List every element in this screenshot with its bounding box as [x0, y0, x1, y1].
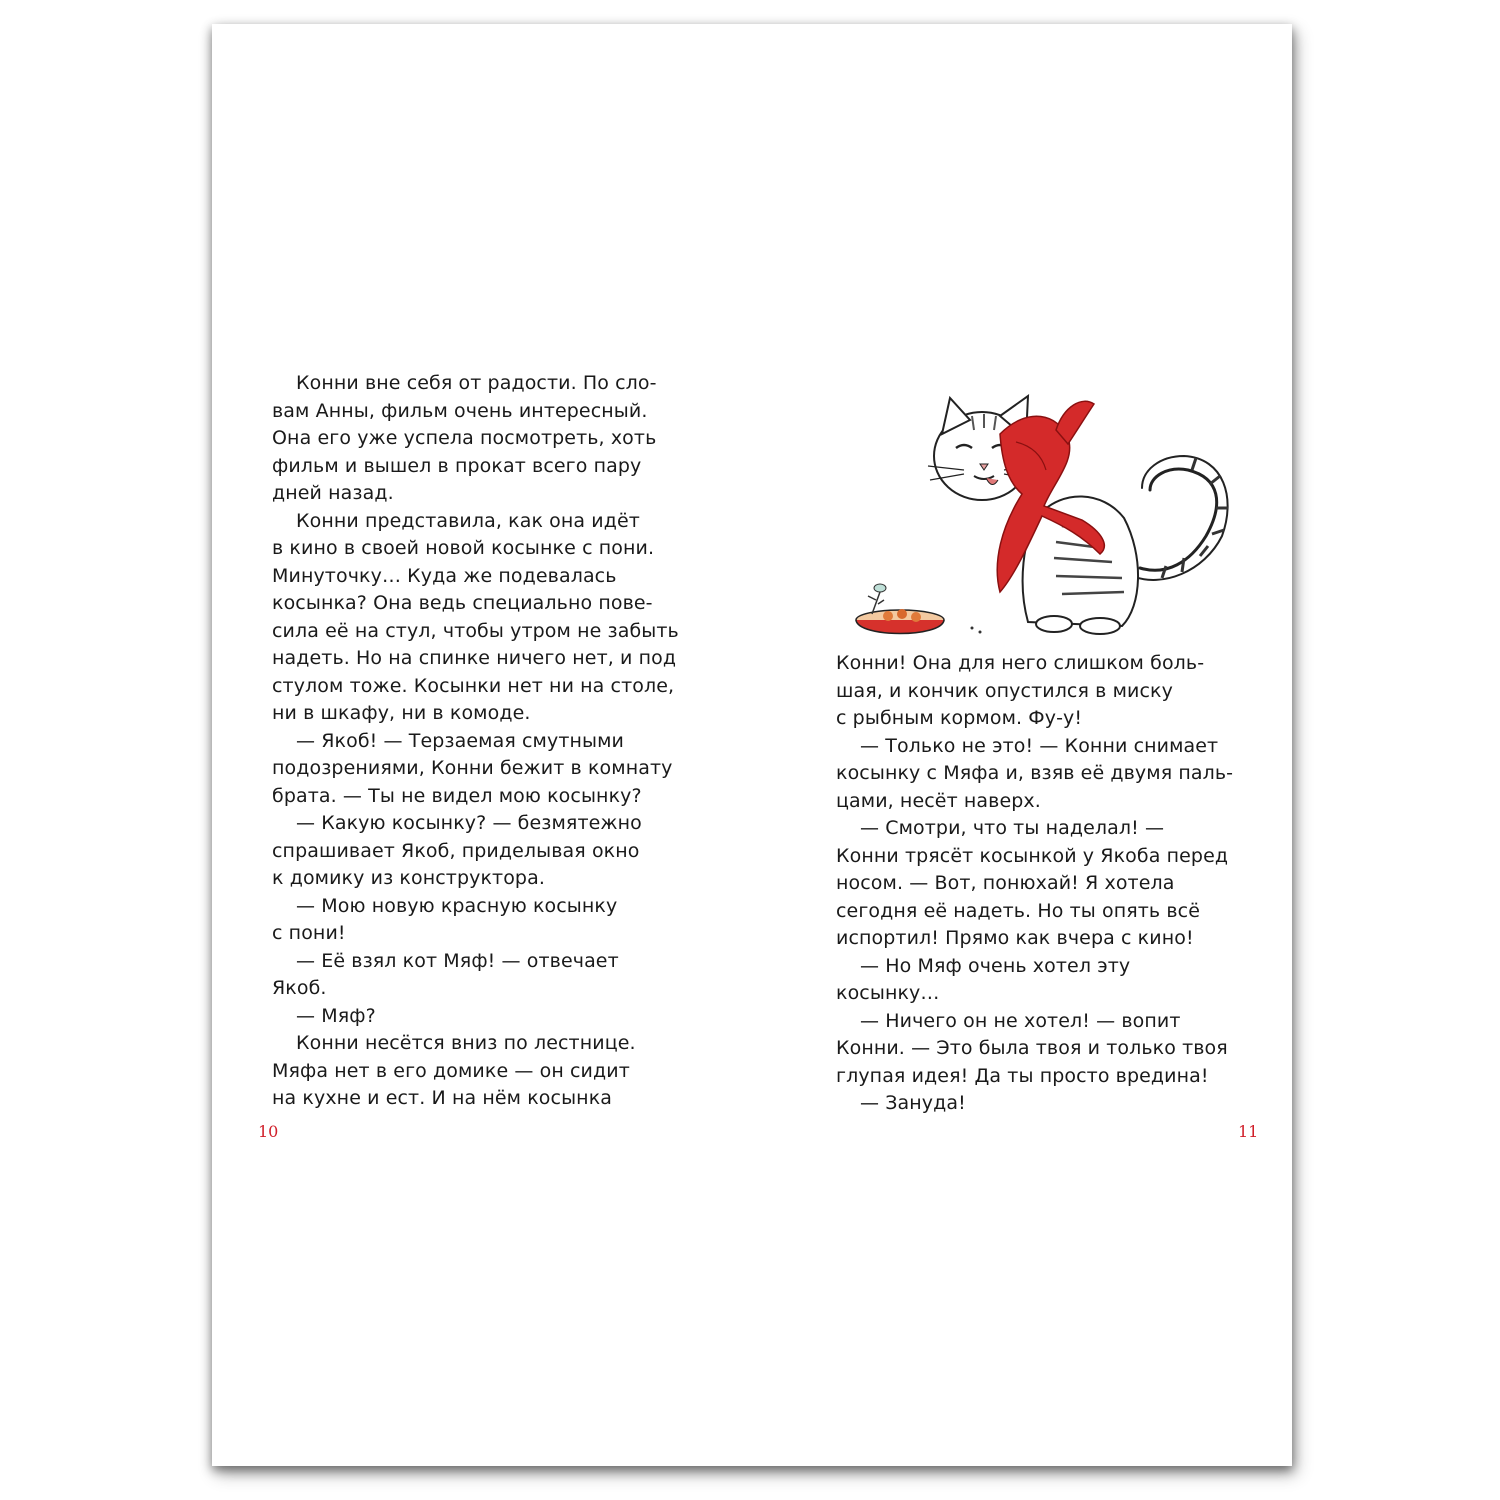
- text-line: косынка? Она ведь специально пове-: [272, 592, 653, 614]
- text-line: Конни представила, как она идёт: [296, 509, 640, 532]
- text-line: косынку…: [836, 982, 940, 1004]
- text-line: брата. — Ты не видел мою косынку?: [272, 784, 642, 807]
- right-page-text: [836, 650, 1256, 1118]
- text-line: испортил! Прямо как вчера с кино!: [836, 927, 1194, 949]
- text-line: — Мяф?: [296, 1004, 376, 1027]
- text-line: на кухне и ест. И на нём косынка: [272, 1087, 613, 1109]
- page-number-right: 11: [1238, 1122, 1259, 1141]
- text-line: глупая идея! Да ты просто вредина!: [836, 1064, 1209, 1087]
- text-line: косынку с Мяфа и, взяв её двумя паль-: [836, 762, 1234, 784]
- text-line: Конни несётся вниз по лестнице.: [296, 1032, 636, 1054]
- text-line: — Но Мяф очень хотел эту: [860, 954, 1131, 977]
- text-line: дней назад.: [272, 482, 394, 504]
- text-line: спрашивает Якоб, приделывая окно: [272, 839, 640, 862]
- text-line: Она его уже успела посмотреть, хоть: [272, 427, 657, 449]
- text-line: в кино в своей новой косынке с пони.: [272, 537, 655, 559]
- text-line: сегодня её надеть. Но ты опять всё: [836, 899, 1201, 922]
- cat-with-red-scarf-icon: [832, 386, 1232, 648]
- text-line: Конни трясёт косынкой у Якоба перед: [836, 844, 1229, 867]
- page-number-left: 10: [258, 1122, 279, 1141]
- text-line: — Смотри, что ты наделал! —: [860, 817, 1165, 839]
- text-line: ни в шкафу, ни в комоде.: [272, 702, 531, 724]
- text-line: вам Анны, фильм очень интересный.: [272, 399, 648, 422]
- text-line: с рыбным кормом. Фу-у!: [836, 707, 1083, 729]
- text-line: — Мою новую красную косынку: [296, 894, 618, 917]
- text-line: цами, несёт наверх.: [836, 789, 1041, 812]
- text-line: Якоб.: [272, 977, 327, 999]
- text-line: Конни! Она для него слишком боль-: [836, 652, 1205, 674]
- text-line: — Ничего он не хотел! — вопит: [860, 1009, 1181, 1032]
- text-line: Конни вне себя от радости. По сло-: [296, 372, 657, 394]
- text-line: — Её взял кот Мяф! — отвечает: [296, 949, 619, 972]
- text-line: Мяфа нет в его домике — он сидит: [272, 1059, 630, 1082]
- text-line: надеть. Но на спинке ничего нет, и под: [272, 647, 677, 669]
- text-line: — Только не это! — Конни снимает: [860, 734, 1219, 757]
- text-line: сила её на стул, чтобы утром не забыть: [272, 619, 679, 642]
- text-line: стулом тоже. Косынки нет ни на столе,: [272, 674, 675, 697]
- left-page-text: [272, 370, 692, 1113]
- text-line: носом. — Вот, понюхай! Я хотела: [836, 872, 1175, 894]
- text-line: Минуточку… Куда же подевалась: [272, 564, 617, 587]
- text-line: — Якоб! — Терзаемая смутными: [296, 729, 624, 752]
- text-line: подозрениями, Конни бежит в комнату: [272, 757, 673, 779]
- text-line: шая, и кончик опустился в миску: [836, 679, 1173, 702]
- text-line: — Зануда!: [860, 1092, 966, 1114]
- text-line: — Какую косынку? — безмятежно: [296, 812, 642, 834]
- text-line: с пони!: [272, 922, 346, 944]
- book-spread: [212, 24, 1292, 1466]
- text-line: Конни. — Это была твоя и только твоя: [836, 1037, 1228, 1059]
- text-line: к домику из конструктора.: [272, 867, 545, 889]
- text-line: фильм и вышел в прокат всего пару: [272, 454, 642, 477]
